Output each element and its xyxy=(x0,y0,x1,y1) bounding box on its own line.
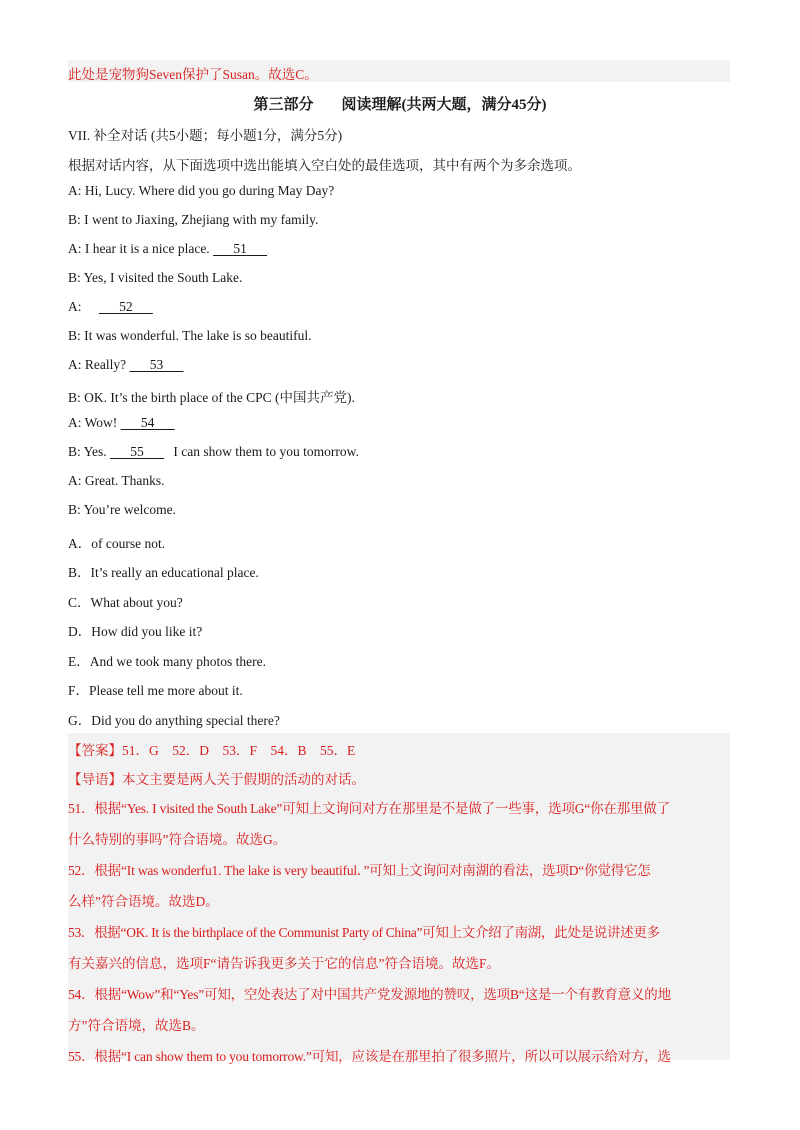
dialogue-line: A: Great. Thanks. xyxy=(68,473,165,488)
option-item: C．What about you? xyxy=(68,595,183,610)
explanation-51-line1: 51．根据“Yes. I visited the South Lake”可知上文询问对方在那里是不是做了一些事，选项G“你在那里做了 xyxy=(68,801,670,816)
dialogue-line: A: Hi, Lucy. Where did you go during May Day? xyxy=(68,183,335,198)
blank-55: 55 xyxy=(130,444,144,459)
blank-51: 51 xyxy=(233,241,247,256)
blank-53: 53 xyxy=(149,357,164,372)
explanation-52-line1: 52．根据“It was wonderfu1. The lake is very beautiful．”可知上文询问对南湖的看法，选项D“你觉得它怎 xyxy=(68,863,651,878)
explanation-52-line2: 么样”符合语境。故选D。 xyxy=(68,894,219,909)
explanation-53-line1: 53．根据“OK. It is the birthplace of the Communist Party of China”可知上文介绍了南湖，此处是说讲述更多 xyxy=(68,925,660,940)
explanation-54-line1: 54．根据“Wow”和“Yes”可知，空处表达了对中国共产党发源地的赞叹，选项B“这是一个有教育意义的地 xyxy=(68,987,671,1002)
instruction-text: 根据对话内容，从下面选项中选出能填入空白处的最佳选项，其中有两个为多余选项。 xyxy=(68,158,581,173)
option-item: E．And we took many photos there. xyxy=(68,654,266,669)
option-item: F．Please tell me more about it. xyxy=(68,683,243,698)
option-item: D．How did you like it? xyxy=(68,624,203,639)
explanation-54-line2: 方”符合语境，故选B。 xyxy=(68,1018,205,1033)
guide-line xyxy=(68,768,730,788)
subsection-heading: VII. 补全对话 (共5小题；每小题1分，满分5分) xyxy=(68,128,343,143)
dialogue-line: B: Yes, I visited the South Lake. xyxy=(68,270,243,285)
blank-54: 54 xyxy=(140,415,155,430)
section-title xyxy=(0,93,800,114)
option-item: B．It’s really an educational place. xyxy=(68,565,259,580)
answer-text: 51．G 52．D 53．F 54．B 55．E xyxy=(122,743,356,758)
explanation-53-line2: 有关嘉兴的信息，选项F“请告诉我更多关于它的信息”符合语境。故选F。 xyxy=(68,956,500,971)
option-item: G．Did you do anything special there? xyxy=(68,713,280,728)
blank-52: 52 xyxy=(119,299,133,314)
dialogue-line: B: Yes. 55 I can show them to you tomorrow. xyxy=(68,444,359,459)
dialogue-line: B: You’re welcome. xyxy=(68,502,176,517)
top-note: 此处是宠物狗Seven保护了Susan。故选C。 xyxy=(68,67,318,82)
dialogue-line: A: 52 xyxy=(68,299,730,315)
dialogue-line: B: OK. It’s the birth place of the CPC (中国共产党). xyxy=(68,390,355,405)
guide-label: 【导语】 xyxy=(68,772,122,787)
dialogue-line: B: It was wonderful. The lake is so beautiful. xyxy=(68,328,312,343)
dialogue-line: A: Really? 53 xyxy=(68,357,730,373)
dialogue-line: A: Wow! 54 xyxy=(68,415,730,431)
section-part: 第三部分 xyxy=(253,97,314,113)
answer-label: 【答案】 xyxy=(68,743,122,758)
dialogue-line: A: I hear it is a nice place. 51 xyxy=(68,241,730,257)
answer-line xyxy=(68,739,730,759)
explanation-55-line1: 55．根据“I can show them to you tomorrow.”可知，应该是在那里拍了很多照片，所以可以展示给对方，选 xyxy=(68,1049,671,1064)
dialogue-line: B: I went to Jiaxing, Zhejiang with my family. xyxy=(68,212,319,227)
explanation-51-line2: 什么特别的事吗”符合语境。故选G。 xyxy=(68,832,287,847)
section-heading: 阅读理解(共两大题，满分45分) xyxy=(341,97,547,113)
option-item: A．of course not. xyxy=(68,536,166,551)
guide-text: 本文主要是两人关于假期的活动的对话。 xyxy=(122,772,365,787)
